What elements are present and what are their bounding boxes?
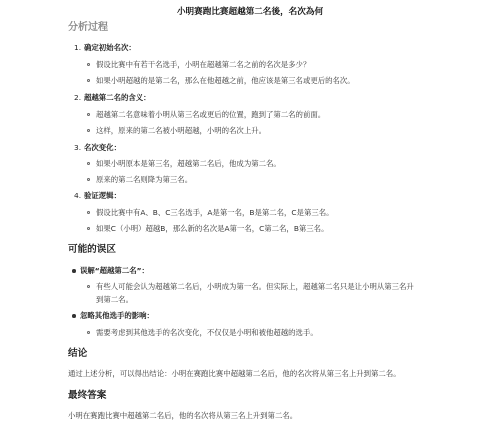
misconception-1-point-1: 有些人可能会认为超越第二名后，小明成为第一名。但实际上，超越第二名只是让小明从第三名升 — [96, 282, 414, 291]
step-4-point-2: 如果C（小明）超越B，那么新的名次是A第一名，C第二名，B第三名。 — [96, 224, 329, 233]
step-3 — [74, 143, 121, 152]
step-2 — [74, 93, 151, 102]
step-3-point-2: 原来的第二名则降为第三名。 — [96, 175, 193, 184]
step-number: 2. — [74, 93, 82, 102]
step-4-point-1: 假设比赛中有A、B、C三名选手，A是第一名，B是第二名，C是第三名。 — [96, 208, 334, 217]
step-number: 1. — [74, 43, 82, 52]
step-3-point-1: 如果小明原本是第三名，超越第二名后，他成为第二名。 — [96, 159, 281, 168]
step-1-point-2: 如果小明超越的是第二名，那么在他超越之前，他应该是第三名或更后的名次。 — [96, 76, 355, 85]
misconception-1-point-1-cont: 到第二名。 — [96, 295, 133, 304]
misconception-2: 忽略其他选手的影响： — [80, 311, 154, 320]
step-label: 超越第二名的含义： — [84, 93, 151, 102]
step-4 — [74, 191, 121, 200]
step-2-point-1: 超越第二名意味着小明从第三名或更后的位置，跑到了第二名的前面。 — [96, 110, 326, 119]
misconception-2-point-1: 需要考虑到其他选手的名次变化，不仅仅是小明和被他超越的选手。 — [96, 328, 318, 337]
step-number: 3. — [74, 143, 82, 152]
step-label: 名次变化： — [84, 143, 121, 152]
step-number: 4. — [74, 191, 82, 200]
step-label: 验证逻辑： — [84, 191, 121, 200]
page-title: 小明赛跑比赛超越第二名後，名次為何 — [176, 7, 324, 17]
conclusion-text: 通过上述分析，可以得出结论：小明在赛跑比赛中超越第二名后，他的名次将从第三名上升到第二名。 — [68, 369, 401, 378]
step-1-point-1: 假设比赛中有若干名选手，小明在超越第二名之前的名次是多少？ — [96, 60, 311, 69]
step-2-point-2: 这样，原来的第二名被小明超越，小明的名次上升。 — [96, 126, 266, 135]
misconception-1: 误解“超越第二名”： — [80, 266, 149, 275]
final-answer-heading: 最终答案 — [68, 390, 107, 401]
step-1 — [74, 43, 136, 52]
misconceptions-heading: 可能的误区 — [68, 244, 116, 255]
step-label: 确定初始名次： — [84, 43, 136, 52]
conclusion-heading: 结论 — [68, 348, 88, 359]
final-answer-text: 小明在赛跑比赛中超越第二名后，他的名次将从第三名上升到第二名。 — [68, 411, 298, 420]
analysis-heading: 分析过程 — [68, 22, 108, 33]
